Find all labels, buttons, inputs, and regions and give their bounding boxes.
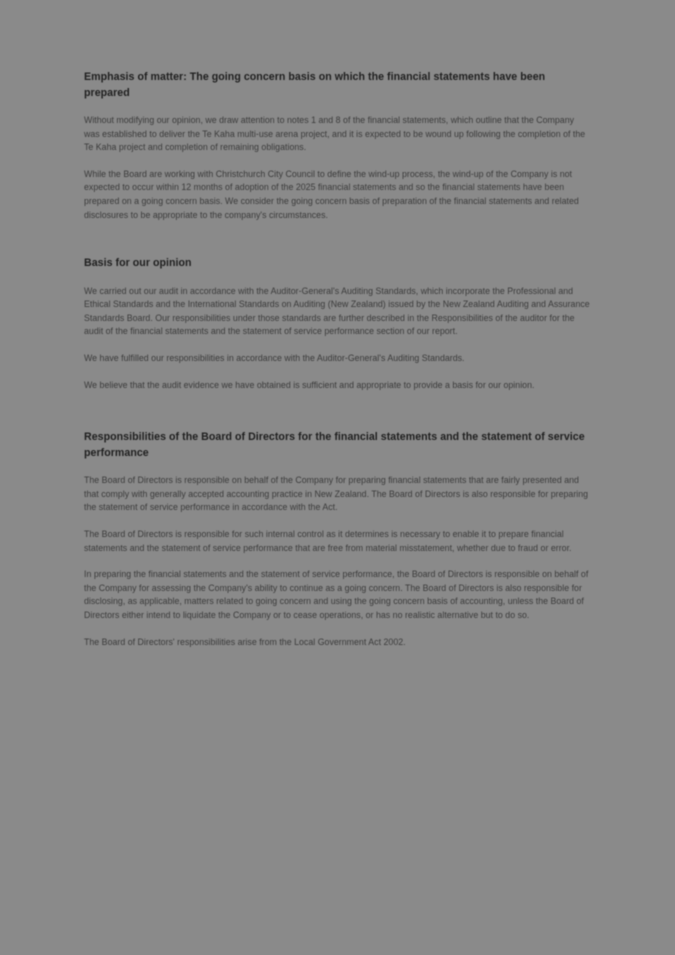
paragraph-basis-1: We carried out our audit in accordance with the Auditor-General's Auditing Standards, which incorporate the Professional and Ethical Standards and the International Standards on Auditing (New Zealand) issued by the New Zealand Auditing and Assurance Standards Board. Our responsibilities under those standards are further described in the Responsibilities of the auditor for the audit of the financial statements and the statement of service performance section of our report. [84, 285, 590, 337]
paragraph-emphasis-2: While the Board are working with Christchurch City Council to define the wind-up process, the wind-up of the Company is not expected to occur within 12 months of adoption of the 2025 financial statements and so the financial statements have been prepared on a going concern basis. We consider the going concern basis of preparation of the financial statements and related disclosures to be appropriate to the company's circumstances. [84, 168, 579, 220]
paragraph-responsibilities-4: The Board of Directors' responsibilities arise from the Local Government Act 2002. [84, 636, 406, 647]
paragraph-basis-3: We believe that the audit evidence we have obtained is sufficient and appropriate to provide a basis for our opinion. [84, 379, 535, 390]
paragraph-emphasis-1: Without modifying our opinion, we draw attention to notes 1 and 8 of the financial statements, which outline that the Company was established to deliver the Te Kaha multi-use arena project, and it is expected to be wound up following the completion of the Te Kaha project and completion of remaining obligations. [84, 115, 586, 153]
paragraph-responsibilities-2: The Board of Directors is responsible for such internal control as it determines is necessary to enable it to prepare financial statements and the statement of service performance that are free from material misstatement, whether due to fraud or error. [84, 529, 572, 553]
paragraph-responsibilities-3: In preparing the financial statements and the statement of service performance, the Board of Directors is responsible on behalf of the Company for assessing the Company's ability to continue as a going concern. The Board of Directors is also responsible for disclosing, as applicable, matters related to going concern and using the going concern basis of accounting, unless the Board of Directors either intend to liquidate the Company or to cease operations, or has no realistic alternative but to do so. [84, 569, 589, 620]
paragraph-basis-2: We have fulfilled our responsibilities in accordance with the Auditor-General's Auditing Standards. [84, 353, 465, 364]
section-heading-responsibilities-of-the-board: Responsibilities of the Board of Directors for the financial statements and the statement of service performance [84, 431, 585, 459]
paragraph-responsibilities-1: The Board of Directors is responsible on behalf of the Company for preparing financial statements that are fairly presented and that comply with generally accepted accounting practice in New Zealand. The Board of Directors is also responsible for preparing the statement of service performance in accordance with the Act. [84, 475, 589, 513]
section-heading-basis-for-our-opinion: Basis for our opinion [84, 257, 192, 270]
section-heading-emphasis-of-matter: Emphasis of matter: The going concern basis on which the financial statements have been prepared [84, 71, 546, 99]
document-body [84, 70, 591, 649]
